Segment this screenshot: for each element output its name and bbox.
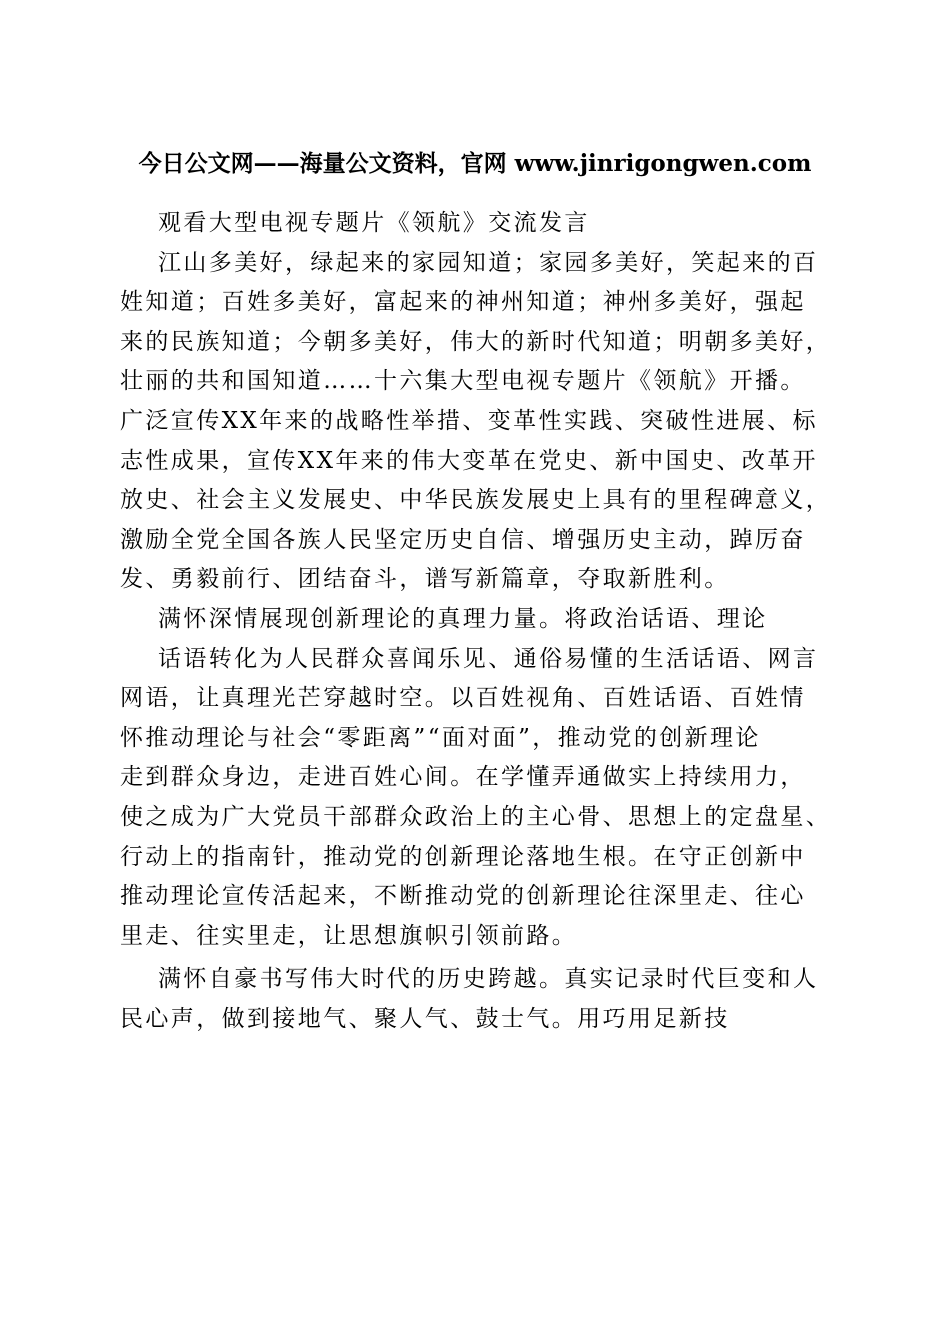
paragraph-line: 壮丽的共和国知道……十六集大型电视专题片《领航》开播。 bbox=[120, 368, 806, 395]
paragraph-line: 满怀深情展现创新理论的真理力量。将政治话语、理论 bbox=[158, 605, 768, 632]
paragraph-line: 志性成果，宣传XX年来的伟大变革在党史、新中国史、改革开 bbox=[120, 447, 818, 474]
paragraph-line: 来的民族知道；今朝多美好，伟大的新时代知道；明朝多美好， bbox=[120, 328, 832, 355]
paragraph-line: 激励全党全国各族人民坚定历史自信、增强历史主动，踔厉奋 bbox=[120, 526, 806, 553]
page-header-title: 今日公文网——海量公文资料，官网 www.jinrigongwen.com bbox=[138, 150, 812, 177]
paragraph-line: 使之成为广大党员干部群众政治上的主心骨、思想上的定盘星、 bbox=[120, 803, 832, 830]
paragraph-line: 民心声，做到接地气、聚人气、鼓士气。用巧用足新技 bbox=[120, 1005, 730, 1032]
paragraph-line: 怀推动理论与社会“零距离”“面对面”，推动党的创新理论 bbox=[120, 724, 761, 751]
paragraph-line: 江山多美好，绿起来的家园知道；家园多美好，笑起来的百 bbox=[158, 249, 819, 276]
paragraph-line: 话语转化为人民群众喜闻乐见、通俗易懂的生活话语、网言 bbox=[158, 645, 819, 672]
document-title-line: 观看大型电视专题片《领航》交流发言 bbox=[158, 210, 590, 236]
paragraph-line: 里走、往实里走，让思想旗帜引领前路。 bbox=[120, 922, 578, 949]
paragraph-line: 推动理论宣传活起来，不断推动党的创新理论往深里走、往心 bbox=[120, 883, 806, 910]
paragraph-line: 满怀自豪书写伟大时代的历史跨越。真实记录时代巨变和人 bbox=[158, 966, 819, 993]
paragraph-line: 行动上的指南针，推动党的创新理论落地生根。在守正创新中 bbox=[120, 843, 806, 870]
paragraph-line: 广泛宣传XX年来的战略性举措、变革性实践、突破性进展、标 bbox=[120, 407, 818, 434]
paragraph-line: 放史、社会主义发展史、中华民族发展史上具有的里程碑意义， bbox=[120, 487, 832, 514]
paragraph-line: 姓知道；百姓多美好，富起来的神州知道；神州多美好，强起 bbox=[120, 289, 806, 316]
paragraph-line: 走到群众身边，走进百姓心间。在学懂弄通做实上持续用力， bbox=[120, 764, 806, 791]
document-body bbox=[120, 204, 832, 1039]
paragraph-line: 发、勇毅前行、团结奋斗，谱写新篇章，夺取新胜利。 bbox=[120, 566, 730, 593]
paragraph-line: 网语，让真理光芒穿越时空。以百姓视角、百姓话语、百姓情 bbox=[120, 685, 806, 712]
